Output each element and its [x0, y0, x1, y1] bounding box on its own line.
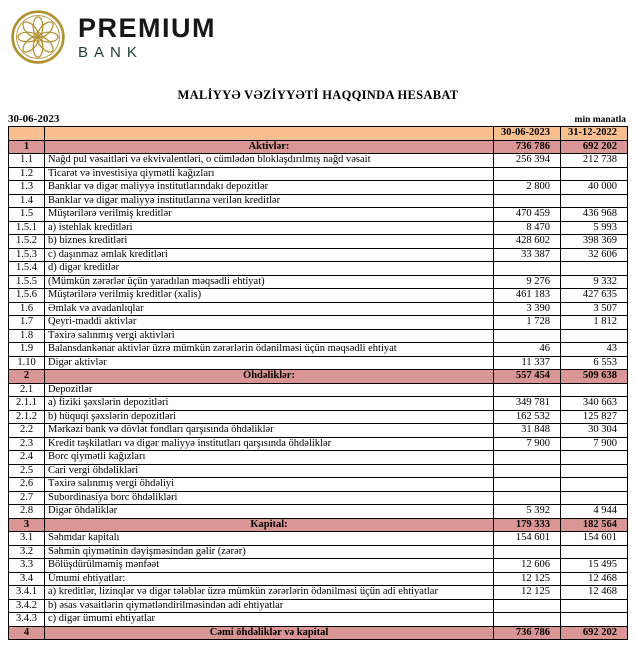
report-title: MALİYYƏ VƏZİYYƏTİ HAQQINDA HESABAT	[177, 88, 459, 102]
table-row	[9, 383, 628, 397]
row-label: Mərkəzi bank və dövlət fondları qarşısında öhdəliklər	[45, 424, 494, 438]
row-number: 1.5.4	[9, 262, 45, 276]
value-current-period: 3 390	[494, 302, 561, 316]
value-previous-period: 692 202	[561, 626, 628, 640]
value-previous-period	[561, 478, 628, 492]
row-number: 2.2	[9, 424, 45, 438]
section-row	[9, 140, 628, 154]
table-row	[9, 154, 628, 168]
row-label: Balansdankənar aktivlər üzrə mümkün zərərlərin ödənilməsi üçün məqsədli ehtiyat	[45, 343, 494, 357]
value-current-period: 5 392	[494, 505, 561, 519]
table-row	[9, 275, 628, 289]
row-label: Banklar və digər maliyyə institutlarına verilən kreditlər	[45, 194, 494, 208]
row-label: b) biznes kreditləri	[45, 235, 494, 249]
value-previous-period	[561, 383, 628, 397]
row-number: 1.8	[9, 329, 45, 343]
table-row	[9, 316, 628, 330]
bank-logo-text	[78, 12, 216, 61]
value-current-period: 12 125	[494, 572, 561, 586]
value-current-period	[494, 262, 561, 276]
value-previous-period	[561, 262, 628, 276]
table-row	[9, 289, 628, 303]
value-current-period: 11 337	[494, 356, 561, 370]
row-label: Kredit təşkilatları və digər maliyyə institutları qarşısında öhdəliklər	[45, 437, 494, 451]
value-previous-period: 43	[561, 343, 628, 357]
row-label: Ticarət və investisiya qiymətli kağızları	[45, 167, 494, 181]
value-current-period: 470 459	[494, 208, 561, 222]
row-label: Müştərilərə verilmiş kreditlər (xalis)	[45, 289, 494, 303]
section-row	[9, 626, 628, 640]
row-label: Banklar və digər maliyyə institutlarındakı depozitlər	[45, 181, 494, 195]
value-previous-period: 436 968	[561, 208, 628, 222]
value-current-period	[494, 599, 561, 613]
row-number: 2.3	[9, 437, 45, 451]
row-number: 1.5.1	[9, 221, 45, 235]
row-number: 1.6	[9, 302, 45, 316]
section-row	[9, 370, 628, 384]
header-previous-period: 31-12-2022	[561, 127, 628, 141]
table-row	[9, 599, 628, 613]
row-number: 2.7	[9, 491, 45, 505]
value-current-period: 557 454	[494, 370, 561, 384]
value-previous-period: 154 601	[561, 532, 628, 546]
value-current-period	[494, 613, 561, 627]
table-row	[9, 329, 628, 343]
row-number: 4	[9, 626, 45, 640]
table-row	[9, 343, 628, 357]
value-previous-period: 182 564	[561, 518, 628, 532]
value-previous-period: 4 944	[561, 505, 628, 519]
value-previous-period: 9 332	[561, 275, 628, 289]
table-row	[9, 221, 628, 235]
row-label: d) digər kreditlər	[45, 262, 494, 276]
table-row	[9, 491, 628, 505]
row-number: 2.1.1	[9, 397, 45, 411]
row-label: Digər aktivlər	[45, 356, 494, 370]
section-row	[9, 518, 628, 532]
value-current-period: 2 800	[494, 181, 561, 195]
row-number: 2.6	[9, 478, 45, 492]
row-label: c) daşınmaz əmlak kreditləri	[45, 248, 494, 262]
value-current-period: 7 900	[494, 437, 561, 451]
value-previous-period: 692 202	[561, 140, 628, 154]
value-previous-period: 7 900	[561, 437, 628, 451]
row-label: Təxirə salınmış vergi öhdəliyi	[45, 478, 494, 492]
row-number: 1.5.5	[9, 275, 45, 289]
table-row	[9, 559, 628, 573]
premium-bank-emblem-icon	[10, 9, 66, 65]
value-current-period: 46	[494, 343, 561, 357]
value-previous-period: 398 369	[561, 235, 628, 249]
value-previous-period: 12 468	[561, 586, 628, 600]
table-row	[9, 248, 628, 262]
value-current-period	[494, 491, 561, 505]
table-row	[9, 167, 628, 181]
header-empty-label-cell	[45, 127, 494, 141]
table-row	[9, 437, 628, 451]
table-row	[9, 410, 628, 424]
row-label: a) istehlak kreditləri	[45, 221, 494, 235]
row-label: Əmlak və avadanlıqlar	[45, 302, 494, 316]
row-number: 3.1	[9, 532, 45, 546]
row-label: Digər öhdəliklər	[45, 505, 494, 519]
table-row	[9, 235, 628, 249]
table-row	[9, 181, 628, 195]
value-previous-period	[561, 329, 628, 343]
value-current-period: 736 786	[494, 626, 561, 640]
value-current-period: 349 781	[494, 397, 561, 411]
row-label: Cari vergi öhdəlikləri	[45, 464, 494, 478]
row-number: 1.1	[9, 154, 45, 168]
table-row	[9, 464, 628, 478]
row-number: 3.4.3	[9, 613, 45, 627]
table-row	[9, 505, 628, 519]
value-current-period: 12 125	[494, 586, 561, 600]
row-label: Qeyri-maddi aktivlər	[45, 316, 494, 330]
row-label: Səhmdar kapitalı	[45, 532, 494, 546]
bank-name: PREMIUM	[78, 12, 216, 43]
row-number: 1.3	[9, 181, 45, 195]
value-previous-period	[561, 491, 628, 505]
table-row	[9, 424, 628, 438]
row-label: Kapital:	[45, 518, 494, 532]
row-number: 1.9	[9, 343, 45, 357]
value-current-period: 8 470	[494, 221, 561, 235]
value-previous-period: 32 606	[561, 248, 628, 262]
row-label: (Mümkün zərərlər üçün yaradılan məqsədli ehtiyat)	[45, 275, 494, 289]
value-previous-period: 212 738	[561, 154, 628, 168]
row-number: 1.5.2	[9, 235, 45, 249]
value-current-period: 154 601	[494, 532, 561, 546]
row-number: 2	[9, 370, 45, 384]
value-previous-period: 6 553	[561, 356, 628, 370]
table-row	[9, 262, 628, 276]
row-number: 1.5	[9, 208, 45, 222]
value-current-period	[494, 545, 561, 559]
row-label: Depozitlər	[45, 383, 494, 397]
row-label: b) hüquqi şəxslərin depozitləri	[45, 410, 494, 424]
table-row	[9, 478, 628, 492]
row-label: Cəmi öhdəliklər və kapital	[45, 626, 494, 640]
row-label: b) əsas vəsaitlərin qiymətləndirilməsindən adi ehtiyatlar	[45, 599, 494, 613]
row-label: c) digər ümumi ehtiyatlar	[45, 613, 494, 627]
value-previous-period: 427 635	[561, 289, 628, 303]
row-number: 3	[9, 518, 45, 532]
value-current-period: 179 333	[494, 518, 561, 532]
row-label: Ümumi ehtiyatlar:	[45, 572, 494, 586]
value-current-period: 736 786	[494, 140, 561, 154]
row-label: Aktivlər:	[45, 140, 494, 154]
table-row	[9, 586, 628, 600]
value-current-period: 162 532	[494, 410, 561, 424]
table-row	[9, 545, 628, 559]
row-number: 3.4.2	[9, 599, 45, 613]
row-number: 1.10	[9, 356, 45, 370]
value-previous-period: 5 993	[561, 221, 628, 235]
bank-logo	[0, 6, 636, 68]
row-number: 1.2	[9, 167, 45, 181]
report-table-body	[9, 140, 628, 640]
value-current-period	[494, 383, 561, 397]
row-number: 3.4	[9, 572, 45, 586]
value-previous-period: 1 812	[561, 316, 628, 330]
value-current-period	[494, 329, 561, 343]
row-number: 1.4	[9, 194, 45, 208]
value-previous-period	[561, 599, 628, 613]
row-label: Borc qiymətli kağızları	[45, 451, 494, 465]
value-previous-period	[561, 167, 628, 181]
value-current-period	[494, 464, 561, 478]
row-label: Bölüşdürülməmiş mənfəət	[45, 559, 494, 573]
value-current-period: 33 387	[494, 248, 561, 262]
table-row	[9, 397, 628, 411]
row-label: Müştərilərə verilmiş kreditlər	[45, 208, 494, 222]
row-number: 2.8	[9, 505, 45, 519]
value-previous-period: 30 304	[561, 424, 628, 438]
value-previous-period	[561, 464, 628, 478]
bank-name-sub: BANK	[78, 43, 143, 61]
value-current-period: 9 276	[494, 275, 561, 289]
header-empty-num-cell	[9, 127, 45, 141]
value-current-period	[494, 478, 561, 492]
row-label: Səhmin qiymətinin dəyişməsindən gəlir (zərər)	[45, 545, 494, 559]
value-current-period: 461 183	[494, 289, 561, 303]
row-number: 3.4.1	[9, 586, 45, 600]
row-number: 1.5.6	[9, 289, 45, 303]
row-label: Subordinasiya borc öhdəlikləri	[45, 491, 494, 505]
row-number: 3.2	[9, 545, 45, 559]
value-previous-period: 15 495	[561, 559, 628, 573]
value-current-period	[494, 167, 561, 181]
value-previous-period	[561, 451, 628, 465]
value-previous-period: 3 507	[561, 302, 628, 316]
value-current-period: 1 728	[494, 316, 561, 330]
report-meta	[0, 113, 636, 126]
table-row	[9, 208, 628, 222]
row-label: Öhdəliklər:	[45, 370, 494, 384]
value-previous-period: 340 663	[561, 397, 628, 411]
row-number: 1	[9, 140, 45, 154]
table-row	[9, 356, 628, 370]
row-number: 1.5.3	[9, 248, 45, 262]
row-label: a) fiziki şəxslərin depozitləri	[45, 397, 494, 411]
value-current-period	[494, 194, 561, 208]
unit-note: min manatla	[574, 115, 626, 125]
value-previous-period: 12 468	[561, 572, 628, 586]
financial-position-table	[8, 126, 628, 640]
value-previous-period	[561, 545, 628, 559]
value-previous-period	[561, 613, 628, 627]
row-number: 2.5	[9, 464, 45, 478]
value-previous-period: 509 638	[561, 370, 628, 384]
value-current-period: 256 394	[494, 154, 561, 168]
report-date: 30-06-2023	[8, 113, 60, 125]
table-row	[9, 613, 628, 627]
table-row	[9, 532, 628, 546]
table-row	[9, 451, 628, 465]
table-row	[9, 572, 628, 586]
value-previous-period	[561, 194, 628, 208]
value-current-period: 12 606	[494, 559, 561, 573]
table-header-row	[9, 127, 628, 141]
value-previous-period: 125 827	[561, 410, 628, 424]
row-number: 3.3	[9, 559, 45, 573]
table-row	[9, 302, 628, 316]
row-number: 1.7	[9, 316, 45, 330]
value-current-period	[494, 451, 561, 465]
value-previous-period: 40 000	[561, 181, 628, 195]
value-current-period: 31 848	[494, 424, 561, 438]
row-number: 2.1.2	[9, 410, 45, 424]
value-current-period: 428 602	[494, 235, 561, 249]
row-label: Nağd pul vəsaitləri və ekvivalentləri, o cümlədən bloklaşdırılmış nağd vəsait	[45, 154, 494, 168]
row-label: a) kreditlər, lizinqlər və digər tələblər üzrə mümkün zərərlərin ödənilməsi üçün adi ehtiyatlar	[45, 586, 494, 600]
table-row	[9, 194, 628, 208]
row-number: 2.4	[9, 451, 45, 465]
row-label: Təxirə salınmış vergi aktivləri	[45, 329, 494, 343]
header-current-period: 30-06-2023	[494, 127, 561, 141]
row-number: 2.1	[9, 383, 45, 397]
